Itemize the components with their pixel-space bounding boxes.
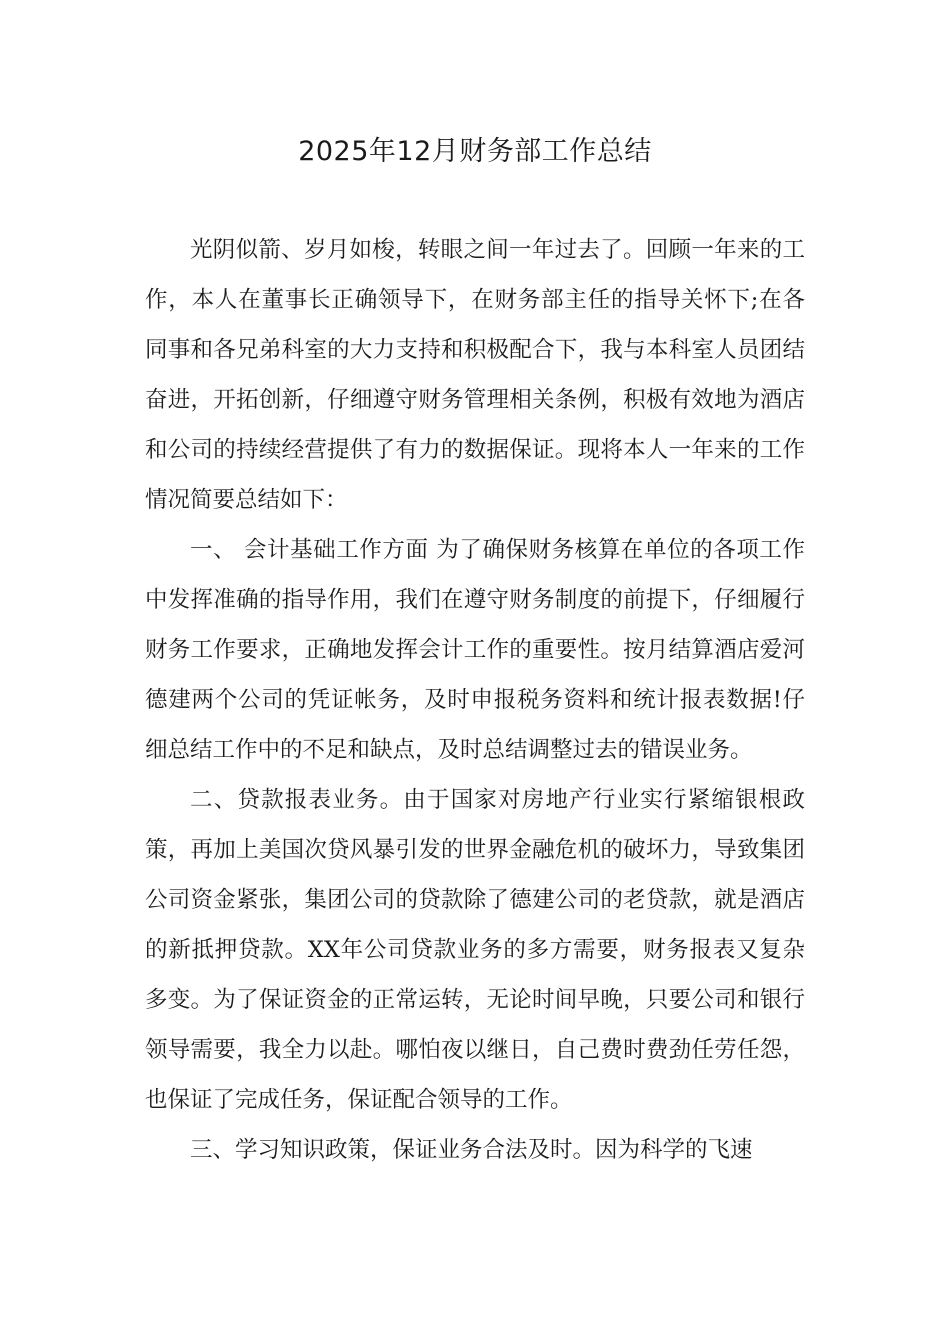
paragraph-loan-reports: 二、贷款报表业务。由于国家对房地产行业实行紧缩银根政策，再加上美国次贷风暴引发的世界金融危机的破坏力，导致集团公司资金紧张，集团公司的贷款除了德建公司的老贷款，就是酒店的新抵押贷款。XX年公司贷款业务的多方需要，财务报表又复杂多变。为了保证资金的正常运转，无论时间早晚，只要公司和银行领导需要，我全力以赴。哪怕夜以继日，自己费时费劲任劳任怨，也保证了完成任务，保证配合领导的工作。 xyxy=(145,787,805,1113)
document-body xyxy=(145,225,805,1175)
document-title: 2025年12月财务部工作总结 xyxy=(298,136,652,167)
paragraph-intro: 光阴似箭、岁月如梭，转眼之间一年过去了。回顾一年来的工作，本人在董事长正确领导下，在财务部主任的指导关怀下;在各同事和各兄弟科室的大力支持和积极配合下，我与本科室人员团结奋进，开拓创新，仔细遵守财务管理相关条例，积极有效地为酒店和公司的持续经营提供了有力的数据保证。现将本人一年来的工作情况简要总结如下： xyxy=(145,237,805,513)
paragraph-policy-study: 三、学习知识政策，保证业务合法及时。因为科学的飞速 xyxy=(190,1137,753,1163)
paragraph-accounting-basics: 一、 会计基础工作方面 为了确保财务核算在单位的各项工作中发挥准确的指导作用，我们在遵守财务制度的前提下，仔细履行财务工作要求，正确地发挥会计工作的重要性。按月结算酒店爱河德建两个公司的凭证帐务，及时申报税务资料和统计报表数据!仔细总结工作中的不足和缺点，及时总结调整过去的错误业务。 xyxy=(145,537,805,763)
